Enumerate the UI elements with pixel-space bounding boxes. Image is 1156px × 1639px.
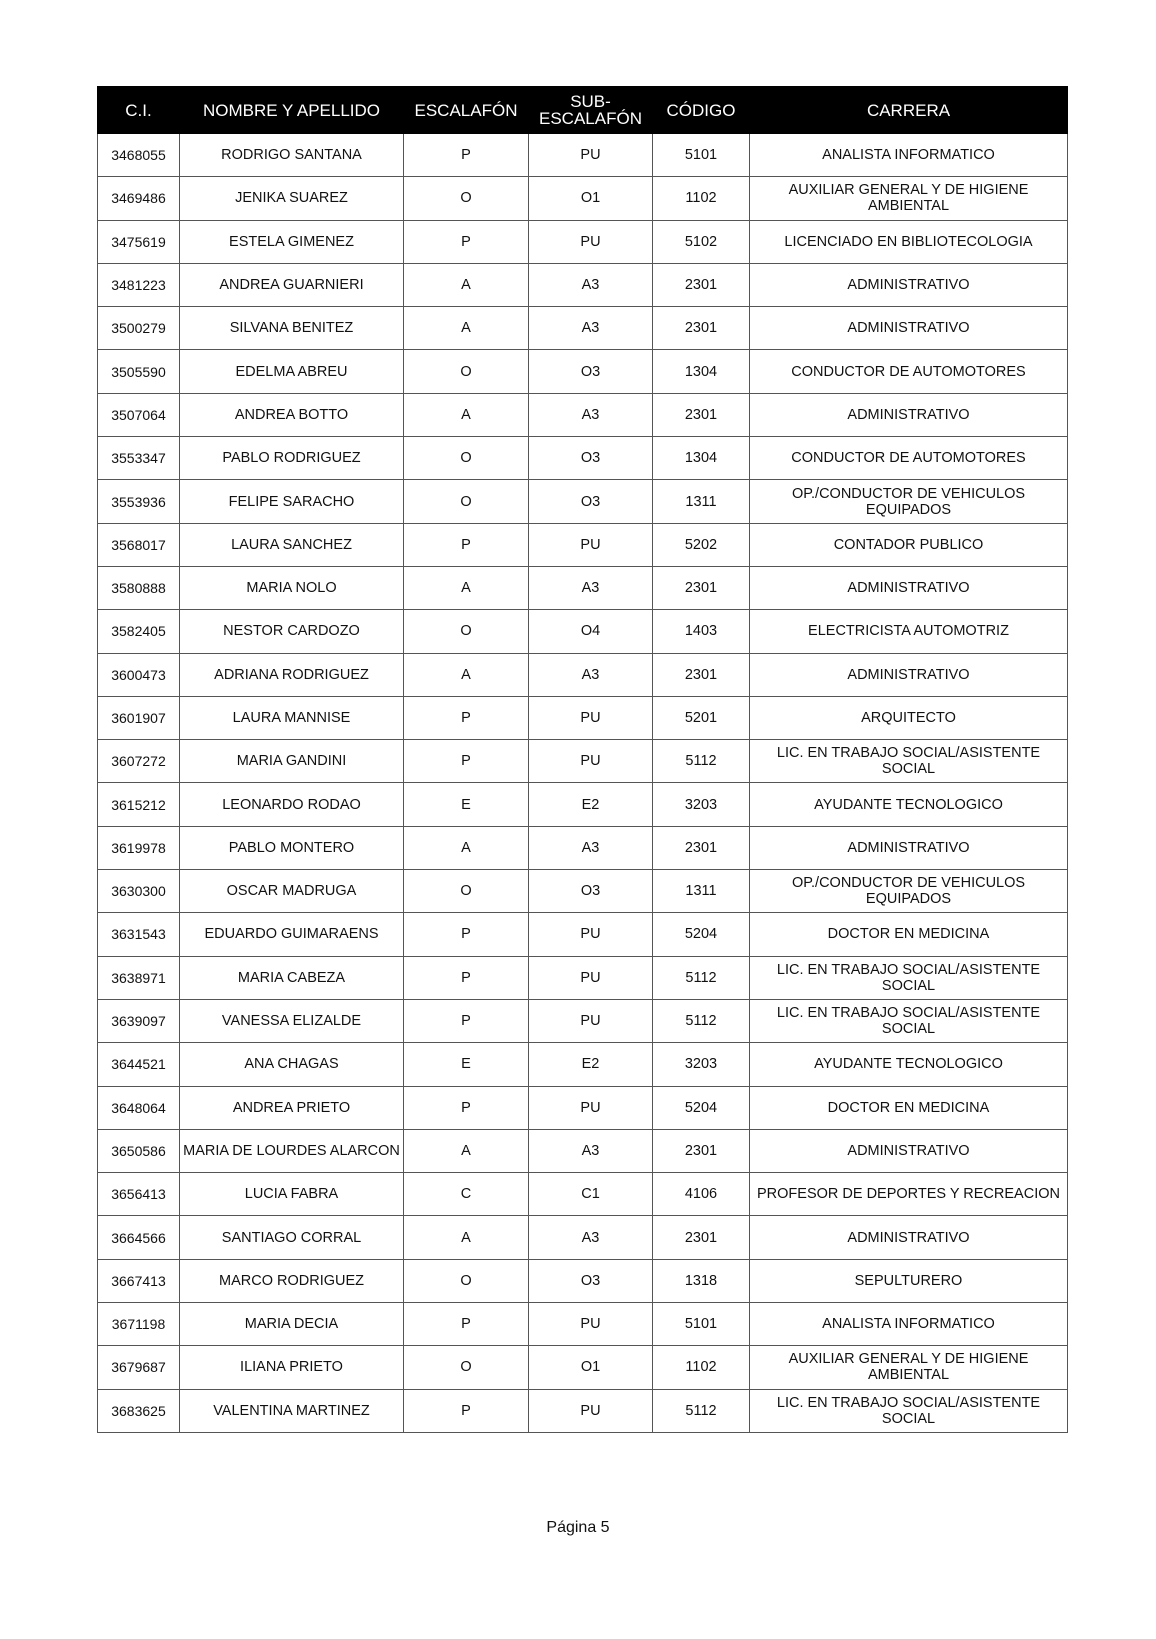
- table-row: [98, 999, 1068, 1042]
- cell-codigo: 1102: [653, 1346, 750, 1389]
- cell-carrera: ELECTRICISTA AUTOMOTRIZ: [750, 610, 1068, 653]
- cell-ci: 3553347: [98, 437, 180, 480]
- header-carrera: CARRERA: [750, 87, 1068, 134]
- table-row: [98, 740, 1068, 783]
- cell-codigo: 3203: [653, 1043, 750, 1086]
- cell-escalafon: O: [404, 437, 529, 480]
- cell-subescalafon: A3: [529, 826, 653, 869]
- cell-escalafon: A: [404, 1216, 529, 1259]
- cell-escalafon: P: [404, 523, 529, 566]
- header-subescalafon: SUB- ESCALAFÓN: [529, 87, 653, 134]
- cell-codigo: 1318: [653, 1259, 750, 1302]
- cell-subescalafon: PU: [529, 999, 653, 1042]
- cell-nombre: MARIA GANDINI: [180, 740, 404, 783]
- cell-codigo: 2301: [653, 307, 750, 350]
- cell-nombre: MARIA DECIA: [180, 1303, 404, 1346]
- cell-subescalafon: PU: [529, 1086, 653, 1129]
- cell-codigo: 1311: [653, 870, 750, 913]
- cell-nombre: EDELMA ABREU: [180, 350, 404, 393]
- cell-escalafon: P: [404, 1303, 529, 1346]
- cell-codigo: 5201: [653, 696, 750, 739]
- table-row: [98, 566, 1068, 609]
- cell-subescalafon: PU: [529, 220, 653, 263]
- cell-carrera: AUXILIAR GENERAL Y DE HIGIENE AMBIENTAL: [750, 1346, 1068, 1389]
- table-row: [98, 177, 1068, 220]
- table-row: [98, 263, 1068, 306]
- cell-subescalafon: A3: [529, 1216, 653, 1259]
- cell-carrera: AYUDANTE TECNOLOGICO: [750, 1043, 1068, 1086]
- cell-ci: 3607272: [98, 740, 180, 783]
- cell-carrera: LIC. EN TRABAJO SOCIAL/ASISTENTE SOCIAL: [750, 999, 1068, 1042]
- table-row: [98, 523, 1068, 566]
- cell-codigo: 5202: [653, 523, 750, 566]
- cell-ci: 3505590: [98, 350, 180, 393]
- cell-escalafon: E: [404, 1043, 529, 1086]
- cell-subescalafon: E2: [529, 1043, 653, 1086]
- cell-subescalafon: O3: [529, 480, 653, 523]
- cell-codigo: 2301: [653, 393, 750, 436]
- cell-ci: 3481223: [98, 263, 180, 306]
- cell-codigo: 5112: [653, 1389, 750, 1432]
- cell-escalafon: P: [404, 913, 529, 956]
- table-row: [98, 393, 1068, 436]
- table-row: [98, 1303, 1068, 1346]
- cell-escalafon: P: [404, 1389, 529, 1432]
- cell-escalafon: A: [404, 826, 529, 869]
- cell-carrera: LIC. EN TRABAJO SOCIAL/ASISTENTE SOCIAL: [750, 740, 1068, 783]
- header-ci: C.I.: [98, 87, 180, 134]
- cell-carrera: OP./CONDUCTOR DE VEHICULOS EQUIPADOS: [750, 870, 1068, 913]
- table-row: [98, 1389, 1068, 1432]
- cell-escalafon: A: [404, 307, 529, 350]
- cell-carrera: DOCTOR EN MEDICINA: [750, 913, 1068, 956]
- cell-nombre: RODRIGO SANTANA: [180, 134, 404, 177]
- cell-ci: 3475619: [98, 220, 180, 263]
- table-row: [98, 1346, 1068, 1389]
- cell-escalafon: C: [404, 1173, 529, 1216]
- cell-carrera: ANALISTA INFORMATICO: [750, 1303, 1068, 1346]
- cell-subescalafon: PU: [529, 696, 653, 739]
- cell-ci: 3664566: [98, 1216, 180, 1259]
- table-row: [98, 1259, 1068, 1302]
- cell-ci: 3553936: [98, 480, 180, 523]
- cell-ci: 3469486: [98, 177, 180, 220]
- cell-nombre: FELIPE SARACHO: [180, 480, 404, 523]
- cell-subescalafon: PU: [529, 956, 653, 999]
- cell-escalafon: A: [404, 1129, 529, 1172]
- cell-subescalafon: O1: [529, 177, 653, 220]
- cell-nombre: MARCO RODRIGUEZ: [180, 1259, 404, 1302]
- cell-escalafon: P: [404, 220, 529, 263]
- cell-escalafon: P: [404, 999, 529, 1042]
- cell-codigo: 1102: [653, 177, 750, 220]
- cell-escalafon: O: [404, 1346, 529, 1389]
- cell-subescalafon: A3: [529, 307, 653, 350]
- cell-codigo: 1311: [653, 480, 750, 523]
- cell-ci: 3600473: [98, 653, 180, 696]
- cell-subescalafon: PU: [529, 1389, 653, 1432]
- cell-subescalafon: O4: [529, 610, 653, 653]
- table-row: [98, 1173, 1068, 1216]
- cell-carrera: ADMINISTRATIVO: [750, 1216, 1068, 1259]
- cell-escalafon: P: [404, 134, 529, 177]
- cell-codigo: 5112: [653, 740, 750, 783]
- table-row: [98, 696, 1068, 739]
- cell-carrera: OP./CONDUCTOR DE VEHICULOS EQUIPADOS: [750, 480, 1068, 523]
- cell-nombre: ANDREA BOTTO: [180, 393, 404, 436]
- cell-codigo: 1304: [653, 437, 750, 480]
- cell-nombre: NESTOR CARDOZO: [180, 610, 404, 653]
- cell-carrera: LIC. EN TRABAJO SOCIAL/ASISTENTE SOCIAL: [750, 956, 1068, 999]
- cell-codigo: 5204: [653, 1086, 750, 1129]
- table-row: [98, 1129, 1068, 1172]
- header-nombre: NOMBRE Y APELLIDO: [180, 87, 404, 134]
- cell-nombre: ANDREA PRIETO: [180, 1086, 404, 1129]
- cell-subescalafon: PU: [529, 913, 653, 956]
- cell-nombre: VANESSA ELIZALDE: [180, 999, 404, 1042]
- cell-carrera: PROFESOR DE DEPORTES Y RECREACION: [750, 1173, 1068, 1216]
- cell-nombre: ADRIANA RODRIGUEZ: [180, 653, 404, 696]
- cell-subescalafon: PU: [529, 1303, 653, 1346]
- cell-codigo: 2301: [653, 566, 750, 609]
- cell-carrera: ADMINISTRATIVO: [750, 826, 1068, 869]
- cell-ci: 3683625: [98, 1389, 180, 1432]
- cell-subescalafon: C1: [529, 1173, 653, 1216]
- cell-subescalafon: O3: [529, 870, 653, 913]
- table-row: [98, 913, 1068, 956]
- cell-subescalafon: A3: [529, 263, 653, 306]
- cell-subescalafon: PU: [529, 134, 653, 177]
- header-escalafon: ESCALAFÓN: [404, 87, 529, 134]
- cell-carrera: ADMINISTRATIVO: [750, 566, 1068, 609]
- cell-carrera: DOCTOR EN MEDICINA: [750, 1086, 1068, 1129]
- cell-ci: 3619978: [98, 826, 180, 869]
- cell-ci: 3468055: [98, 134, 180, 177]
- cell-ci: 3648064: [98, 1086, 180, 1129]
- cell-ci: 3638971: [98, 956, 180, 999]
- cell-escalafon: P: [404, 1086, 529, 1129]
- cell-carrera: ARQUITECTO: [750, 696, 1068, 739]
- cell-ci: 3580888: [98, 566, 180, 609]
- cell-carrera: ADMINISTRATIVO: [750, 263, 1068, 306]
- cell-ci: 3644521: [98, 1043, 180, 1086]
- cell-carrera: SEPULTURERO: [750, 1259, 1068, 1302]
- cell-escalafon: O: [404, 350, 529, 393]
- cell-subescalafon: PU: [529, 523, 653, 566]
- cell-codigo: 1403: [653, 610, 750, 653]
- table-row: [98, 653, 1068, 696]
- cell-ci: 3650586: [98, 1129, 180, 1172]
- cell-subescalafon: A3: [529, 393, 653, 436]
- cell-codigo: 2301: [653, 1216, 750, 1259]
- cell-codigo: 1304: [653, 350, 750, 393]
- cell-ci: 3656413: [98, 1173, 180, 1216]
- cell-nombre: JENIKA SUAREZ: [180, 177, 404, 220]
- page-number: Página 5: [546, 1519, 610, 1536]
- cell-subescalafon: O3: [529, 437, 653, 480]
- cell-codigo: 2301: [653, 1129, 750, 1172]
- cell-carrera: CONTADOR PUBLICO: [750, 523, 1068, 566]
- cell-escalafon: A: [404, 263, 529, 306]
- cell-nombre: OSCAR MADRUGA: [180, 870, 404, 913]
- cell-codigo: 5112: [653, 956, 750, 999]
- header-row: [98, 87, 1068, 134]
- cell-escalafon: O: [404, 480, 529, 523]
- table-row: [98, 826, 1068, 869]
- table-row: [98, 610, 1068, 653]
- document-page: [97, 86, 1067, 1433]
- cell-nombre: SILVANA BENITEZ: [180, 307, 404, 350]
- cell-nombre: LAURA MANNISE: [180, 696, 404, 739]
- employee-table: [97, 86, 1068, 1433]
- cell-escalafon: E: [404, 783, 529, 826]
- table-row: [98, 350, 1068, 393]
- table-row: [98, 1086, 1068, 1129]
- cell-ci: 3639097: [98, 999, 180, 1042]
- cell-nombre: MARIA NOLO: [180, 566, 404, 609]
- cell-carrera: LIC. EN TRABAJO SOCIAL/ASISTENTE SOCIAL: [750, 1389, 1068, 1432]
- cell-ci: 3507064: [98, 393, 180, 436]
- table-row: [98, 307, 1068, 350]
- cell-escalafon: O: [404, 870, 529, 913]
- cell-nombre: PABLO RODRIGUEZ: [180, 437, 404, 480]
- cell-escalafon: P: [404, 696, 529, 739]
- cell-escalafon: A: [404, 393, 529, 436]
- table-row: [98, 134, 1068, 177]
- table-row: [98, 1043, 1068, 1086]
- cell-ci: 3631543: [98, 913, 180, 956]
- table-row: [98, 480, 1068, 523]
- cell-carrera: ADMINISTRATIVO: [750, 307, 1068, 350]
- table-body: [98, 134, 1068, 1433]
- cell-codigo: 5101: [653, 134, 750, 177]
- cell-ci: 3630300: [98, 870, 180, 913]
- cell-codigo: 3203: [653, 783, 750, 826]
- cell-carrera: CONDUCTOR DE AUTOMOTORES: [750, 437, 1068, 480]
- cell-nombre: LEONARDO RODAO: [180, 783, 404, 826]
- cell-carrera: CONDUCTOR DE AUTOMOTORES: [750, 350, 1068, 393]
- cell-codigo: 2301: [653, 653, 750, 696]
- cell-nombre: ESTELA GIMENEZ: [180, 220, 404, 263]
- cell-nombre: ANDREA GUARNIERI: [180, 263, 404, 306]
- table-row: [98, 783, 1068, 826]
- cell-subescalafon: O1: [529, 1346, 653, 1389]
- cell-nombre: LAURA SANCHEZ: [180, 523, 404, 566]
- cell-escalafon: O: [404, 610, 529, 653]
- cell-escalafon: A: [404, 566, 529, 609]
- cell-ci: 3568017: [98, 523, 180, 566]
- cell-subescalafon: A3: [529, 653, 653, 696]
- cell-nombre: MARIA DE LOURDES ALARCON: [180, 1129, 404, 1172]
- table-header: [98, 87, 1068, 134]
- cell-carrera: ADMINISTRATIVO: [750, 393, 1068, 436]
- cell-nombre: PABLO MONTERO: [180, 826, 404, 869]
- cell-codigo: 4106: [653, 1173, 750, 1216]
- cell-ci: 3667413: [98, 1259, 180, 1302]
- cell-nombre: EDUARDO GUIMARAENS: [180, 913, 404, 956]
- cell-nombre: VALENTINA MARTINEZ: [180, 1389, 404, 1432]
- cell-codigo: 2301: [653, 826, 750, 869]
- cell-nombre: LUCIA FABRA: [180, 1173, 404, 1216]
- table-row: [98, 1216, 1068, 1259]
- table-row: [98, 956, 1068, 999]
- cell-nombre: ILIANA PRIETO: [180, 1346, 404, 1389]
- cell-ci: 3500279: [98, 307, 180, 350]
- table-row: [98, 870, 1068, 913]
- header-codigo: CÓDIGO: [653, 87, 750, 134]
- cell-escalafon: O: [404, 177, 529, 220]
- cell-carrera: ADMINISTRATIVO: [750, 653, 1068, 696]
- cell-subescalafon: A3: [529, 566, 653, 609]
- cell-escalafon: A: [404, 653, 529, 696]
- cell-carrera: ANALISTA INFORMATICO: [750, 134, 1068, 177]
- cell-codigo: 5102: [653, 220, 750, 263]
- cell-subescalafon: E2: [529, 783, 653, 826]
- cell-subescalafon: O3: [529, 350, 653, 393]
- cell-nombre: ANA CHAGAS: [180, 1043, 404, 1086]
- cell-carrera: AUXILIAR GENERAL Y DE HIGIENE AMBIENTAL: [750, 177, 1068, 220]
- cell-codigo: 5101: [653, 1303, 750, 1346]
- cell-escalafon: P: [404, 740, 529, 783]
- cell-ci: 3601907: [98, 696, 180, 739]
- cell-codigo: 2301: [653, 263, 750, 306]
- table-row: [98, 437, 1068, 480]
- cell-nombre: SANTIAGO CORRAL: [180, 1216, 404, 1259]
- cell-carrera: AYUDANTE TECNOLOGICO: [750, 783, 1068, 826]
- cell-nombre: MARIA CABEZA: [180, 956, 404, 999]
- cell-carrera: ADMINISTRATIVO: [750, 1129, 1068, 1172]
- cell-codigo: 5204: [653, 913, 750, 956]
- cell-carrera: LICENCIADO EN BIBLIOTECOLOGIA: [750, 220, 1068, 263]
- cell-subescalafon: O3: [529, 1259, 653, 1302]
- table-row: [98, 220, 1068, 263]
- cell-codigo: 5112: [653, 999, 750, 1042]
- cell-ci: 3582405: [98, 610, 180, 653]
- cell-escalafon: P: [404, 956, 529, 999]
- cell-subescalafon: PU: [529, 740, 653, 783]
- cell-ci: 3671198: [98, 1303, 180, 1346]
- cell-ci: 3679687: [98, 1346, 180, 1389]
- cell-escalafon: O: [404, 1259, 529, 1302]
- cell-ci: 3615212: [98, 783, 180, 826]
- cell-subescalafon: A3: [529, 1129, 653, 1172]
